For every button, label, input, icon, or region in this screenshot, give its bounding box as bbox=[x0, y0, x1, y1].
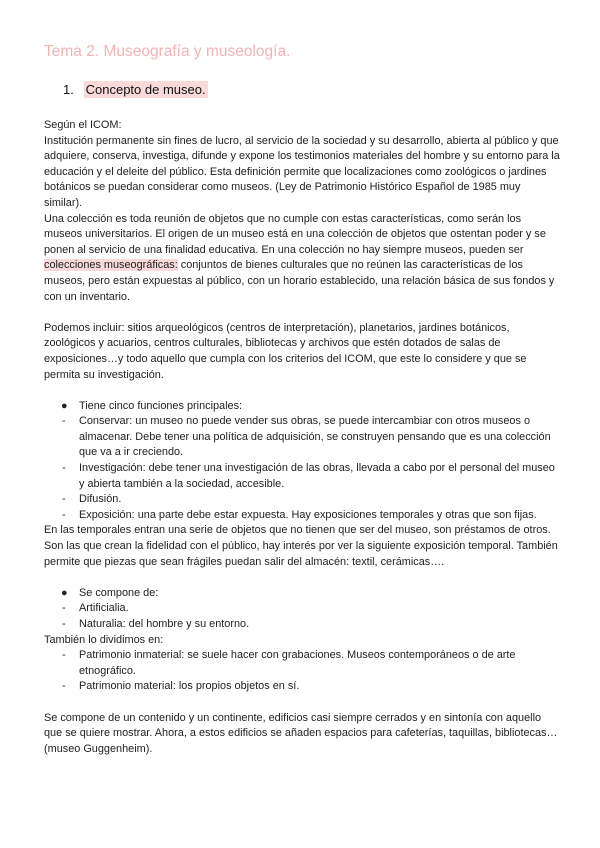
compone-list bbox=[44, 586, 560, 633]
dash-icon: - bbox=[62, 602, 66, 615]
dash-icon: - bbox=[62, 680, 66, 693]
coleccion-text-after: conjuntos de bienes culturales que no reúnen las características de los museos, pero están expuestas al público, con un horario establecido, una relación básica de sus fondos y con un inventario. bbox=[44, 259, 555, 303]
dividimos-label: También lo dividimos en: bbox=[44, 633, 164, 646]
funciones-list bbox=[44, 399, 560, 524]
list-item bbox=[44, 617, 560, 633]
list-item bbox=[44, 601, 560, 617]
bullet-icon: ● bbox=[61, 586, 68, 599]
list-item bbox=[44, 399, 560, 415]
list-item-text: Patrimonio material: los propios objetos en sí. bbox=[79, 680, 300, 693]
list-item-text: Difusión. bbox=[79, 493, 122, 506]
list-item-text: Se compone de: bbox=[79, 586, 159, 599]
section-heading bbox=[63, 82, 208, 97]
document-body bbox=[44, 118, 560, 757]
dash-icon: - bbox=[62, 462, 66, 475]
dash-icon: - bbox=[62, 493, 66, 506]
list-item bbox=[44, 414, 560, 461]
contenido-paragraph: Se compone de un contenido y un continente, edificios casi siempre cerrados y en sintonía con aquello que se quiere mostrar. Ahora, a estos edificios se añaden espacios para cafeterías, taquillas, bibliotecas… (museo Guggenheim). bbox=[44, 711, 558, 755]
list-item bbox=[44, 679, 560, 695]
coleccion-text-before: Una colección es toda reunión de objetos que no cumple con estas características, como serán los museos universitarios. El origen de un museo está en una colección de objetos que ostentan poder y se ponen al servicio de una finalidad educativa. En una colección no hay siempre museos, pueden ser bbox=[44, 212, 546, 256]
list-item-text: Naturalia: del hombre y su entorno. bbox=[79, 618, 250, 630]
section-number: 1. bbox=[63, 82, 74, 97]
bullet-icon: ● bbox=[61, 399, 68, 412]
list-item-text: Conservar: un museo no puede vender sus obras, se puede intercambiar con otros museos o almacenar. Debe tener una política de adquisición, se construyen pensando que es una colección que va a ir creciendo. bbox=[79, 415, 551, 459]
list-item-text: Investigación: debe tener una investigación de las obras, llevada a cabo por el personal del museo y abierta también a la sociedad, accesible. bbox=[79, 462, 555, 490]
list-item bbox=[44, 492, 560, 508]
list-item-text: Exposición: una parte debe estar expuesta. Hay exposiciones temporales y otras que son fijas. bbox=[79, 508, 537, 521]
icom-definition: Institución permanente sin fines de lucro, al servicio de la sociedad y su desarrollo, abierta al público y que adquiere, conserva, investiga, difunde y expone los testimonios materiales del hombre y su entorno para la educación y el deleite del público. Esta definición permite que localizaciones como zoológicos o jardines botánicos se puedan considerar como museos. (Ley de Patrimonio Histórico Español de 1985 muy similar). bbox=[44, 134, 560, 209]
podemos-incluir-paragraph: Podemos incluir: sitios arqueológicos (centros de interpretación), planetarios, jardines botánicos, zoológicos y acuarios, centros culturales, bibliotecas y archivos que estén dotados de salas de exposiciones…y todo aquello que cumpla con los criterios del ICOM, que este lo considere y que se permita su investigación. bbox=[44, 321, 527, 381]
dividimos-list bbox=[44, 648, 560, 695]
dash-icon: - bbox=[62, 415, 66, 428]
intro-label: Según el ICOM: bbox=[44, 119, 122, 131]
list-item-text: Patrimonio inmaterial: se suele hacer con grabaciones. Museos contemporáneos o de arte etnográfico. bbox=[79, 649, 516, 677]
dash-icon: - bbox=[62, 618, 66, 630]
list-item bbox=[44, 461, 560, 492]
list-item bbox=[44, 648, 560, 679]
coleccion-paragraph bbox=[44, 212, 560, 306]
coleccion-highlight: colecciones museográficas: bbox=[44, 259, 178, 272]
list-item bbox=[44, 508, 560, 524]
dash-icon: - bbox=[62, 649, 66, 662]
list-item-text: Tiene cinco funciones principales: bbox=[79, 399, 243, 412]
temporales-paragraph: En las temporales entran una serie de objetos que no tienen que ser del museo, son préstamos de otros. Son las que crean la fidelidad con el público, hay interés por ver la siguiente exposición temporal. También permite que piezas que sean frágiles puedan salir del almacén: textil, cerámicas…. bbox=[44, 524, 558, 568]
dash-icon: - bbox=[62, 508, 66, 521]
page-title: Tema 2. Museografía y museología. bbox=[44, 43, 291, 60]
list-item-text: Artificialia. bbox=[79, 602, 129, 615]
section-label: Concepto de museo. bbox=[85, 82, 206, 97]
list-item bbox=[44, 586, 560, 602]
